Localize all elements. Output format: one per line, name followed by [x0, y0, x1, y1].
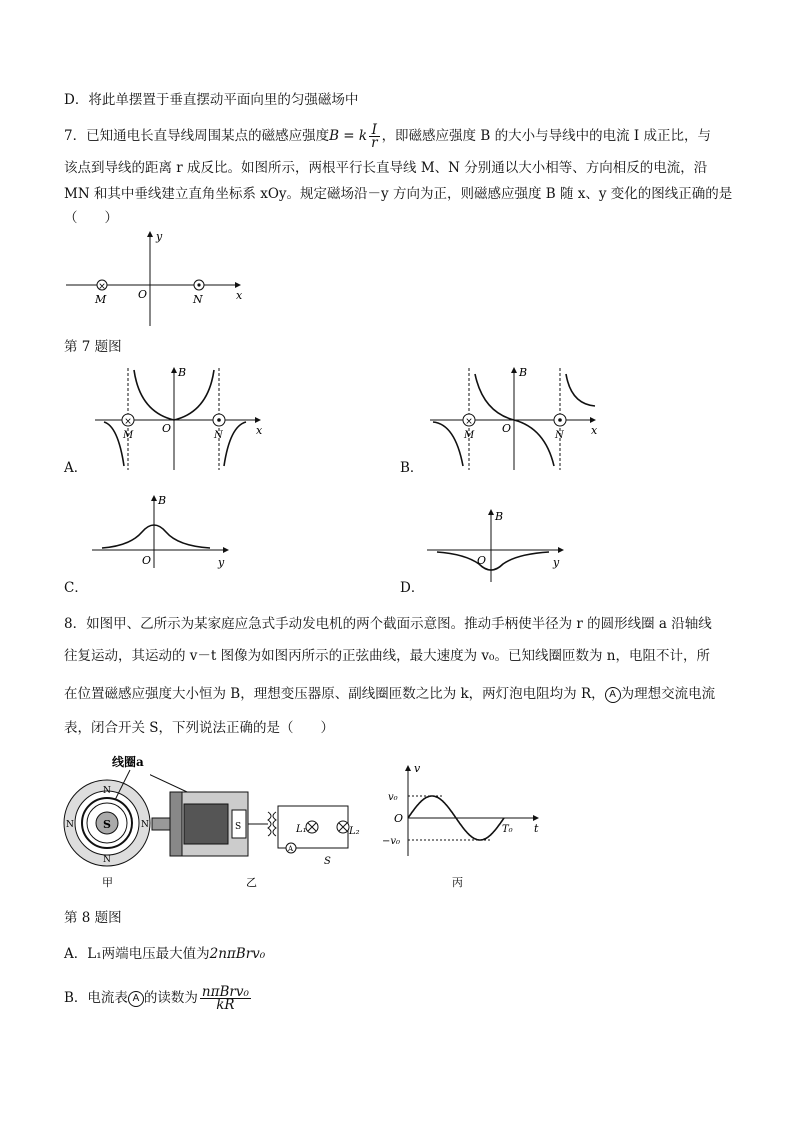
svg-text:M: M [464, 430, 475, 441]
svg-text:y: y [553, 556, 560, 569]
q7-option-d-label: D． [400, 580, 425, 596]
q7-option-c-label: C． [64, 580, 88, 596]
svg-text:O: O [502, 422, 512, 435]
q7-formula-fraction [369, 124, 379, 149]
svg-text:B: B [519, 366, 528, 379]
svg-text:M: M [123, 430, 134, 441]
q7-formula-den: r [371, 135, 378, 151]
q8-figure-yi [150, 750, 370, 890]
svg-text:N: N [103, 855, 111, 865]
svg-text:N: N [555, 430, 564, 441]
label-o: O [138, 288, 148, 301]
q8-option-a-text: A．L₁两端电压最大值为 [64, 946, 210, 962]
label-l2: L₂ [349, 826, 360, 837]
label-bing: 丙 [452, 876, 463, 889]
svg-text:O: O [394, 812, 404, 825]
label-y: y [156, 230, 163, 243]
q7-formula-num: I [369, 124, 379, 137]
q8-line3-text: 在位置磁感应强度大小恒为 B，理想变压器原、副线圈匝数之比为 k，两灯泡电阻均为 R， [64, 686, 605, 702]
svg-text:O: O [477, 554, 487, 567]
q7-line2: 该点到导线的距离 r 成反比。如图所示，两根平行长直导线 M、N 分别通以大小相等、方向相反的电流，沿 [64, 160, 708, 176]
q7-option-c-graph [90, 490, 240, 570]
label-x: x [236, 289, 243, 302]
q7-option-b-label: B． [400, 460, 424, 476]
svg-text:T₀: T₀ [502, 824, 513, 835]
q7-option-a-label: A． [64, 460, 88, 476]
q7-main-figure [60, 226, 260, 331]
q6-option-d: D．将此单摆置于垂直摆动平面向里的匀强磁场中 [64, 92, 359, 108]
q8-line3 [64, 684, 715, 704]
q7-line1-text-b: ，即磁感应强度 B 的大小与导线中的电流 I 成正比，与 [381, 128, 711, 144]
svg-text:S: S [324, 856, 331, 867]
q7-line1-text: 7．已知通电长直导线周围某点的磁感应强度 [64, 128, 330, 144]
svg-text:−v₀: −v₀ [382, 836, 401, 847]
label-m: M [95, 293, 107, 306]
svg-text:O: O [142, 554, 152, 567]
ammeter-icon: A [605, 687, 621, 703]
svg-text:x: x [256, 424, 263, 437]
q8-option-a-value: 2nπBrv₀ [209, 946, 266, 962]
coil-label: 线圈a [112, 755, 144, 769]
svg-text:B: B [495, 510, 504, 523]
q8-option-b [64, 986, 253, 1011]
q7-line3: MN 和其中垂线建立直角坐标系 xOy。规定磁场沿－y 方向为正，则磁感应强度 B 随 x、y 变化的图线正确的是 [64, 186, 733, 202]
svg-text:N: N [214, 430, 223, 441]
label-yi: 乙 [246, 876, 257, 889]
label-jia: 甲 [102, 876, 113, 889]
q8-line4: 表，闭合开关 S，下列说法正确的是（ ） [64, 720, 335, 736]
svg-text:x: x [591, 424, 598, 437]
svg-text:S: S [235, 822, 242, 832]
svg-text:v: v [414, 762, 421, 775]
svg-text:B: B [158, 494, 167, 507]
q7-option-a-graph [90, 364, 270, 474]
svg-text:v₀: v₀ [388, 792, 398, 803]
svg-text:N: N [66, 820, 74, 830]
svg-text:×: × [465, 417, 473, 427]
svg-text:×: × [124, 417, 132, 427]
q7-line1 [64, 124, 711, 149]
q8-option-b-text: B．电流表 [64, 990, 128, 1006]
q8-line3-text-b: 为理想交流电流 [620, 686, 716, 702]
q8-option-a [64, 944, 265, 964]
label-n: N [193, 293, 203, 306]
q7-formula-lhs: B = k [329, 128, 368, 144]
q8-line1: 8．如图甲、乙所示为某家庭应急式手动发电机的两个截面示意图。推动手柄使半径为 r 的圆形线圈 a 沿轴线 [64, 616, 712, 632]
q8-figure-bing [380, 760, 545, 890]
q7-line4: （ ） [64, 210, 118, 226]
q8-fig-caption: 第 8 题图 [64, 910, 122, 926]
svg-text:A: A [288, 845, 294, 853]
svg-text:S: S [103, 818, 111, 831]
q7-option-b-graph [425, 364, 605, 474]
q8-option-b-text-b: 的读数为 [143, 990, 198, 1006]
ammeter-icon: A [128, 991, 144, 1007]
q8-option-b-fraction: $\frac{\text{nπBrv₀}}{kR}$ [201, 984, 249, 1013]
svg-text:t: t [534, 822, 539, 835]
q7-option-d-graph [425, 506, 575, 586]
q8-line2: 往复运动，其运动的 v－t 图像为如图丙所示的正弦曲线，最大速度为 v₀。已知线圈匝数为 n，电阻不计，所 [64, 648, 710, 664]
q7-fig-caption: 第 7 题图 [64, 339, 122, 355]
svg-text:N: N [103, 786, 111, 796]
svg-text:×: × [98, 282, 106, 292]
svg-text:N: N [141, 820, 149, 830]
svg-text:B: B [178, 366, 187, 379]
svg-text:O: O [162, 422, 172, 435]
svg-text:y: y [218, 556, 225, 569]
label-l1: L₁ [296, 824, 307, 835]
